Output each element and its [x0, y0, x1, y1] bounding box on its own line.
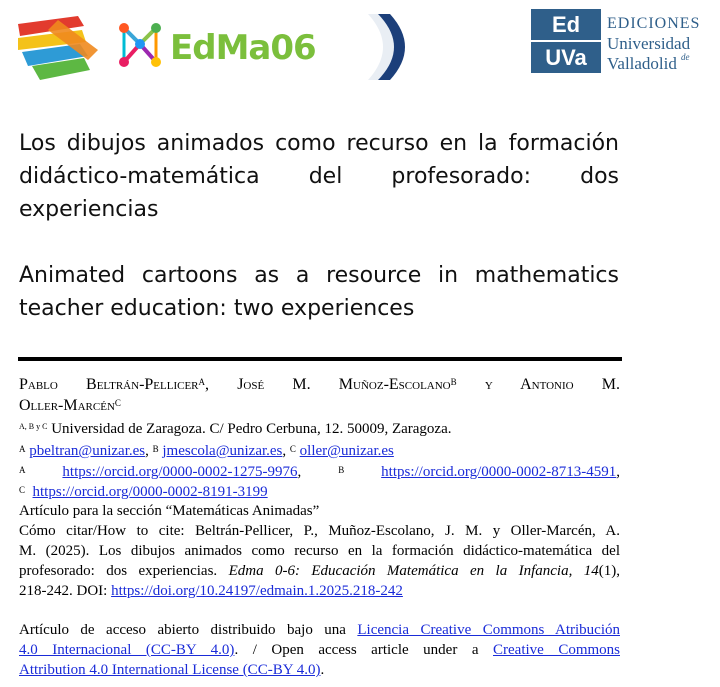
doi-link[interactable]: https://doi.org/10.24197/edmain.1.2025.218-242 — [111, 583, 403, 599]
author-name: José M. Muñoz-Escolano — [237, 376, 451, 393]
author-superscript: C — [114, 398, 121, 408]
citation-line: M. (2025). Los dibujos animados como recurso en la formación didáctico-matemática del — [19, 543, 620, 559]
title-spanish — [19, 127, 619, 226]
uva-logo-line1: EDICIONES — [607, 15, 701, 32]
orcid-link[interactable]: https://orcid.org/0000-0002-8713-4591 — [381, 464, 617, 480]
email-link[interactable]: pbeltran@unizar.es — [29, 443, 146, 459]
title-english-line: Animated cartoons as a resource in mathematics — [19, 263, 619, 288]
license-text: Artículo de acceso abierto distribuido bajo una — [19, 622, 358, 638]
license-link[interactable]: Licencia Creative Commons Atribución — [357, 622, 620, 638]
license-link[interactable]: 4.0 Internacional (CC-BY 4.0) — [19, 642, 235, 658]
license-text: . / Open access article under a — [234, 642, 493, 658]
email-superscript: C — [289, 444, 296, 454]
author-separator: y — [456, 376, 521, 393]
citation — [19, 521, 620, 601]
affiliation — [19, 419, 620, 439]
title-divider — [18, 357, 622, 361]
orcid-link[interactable]: https://orcid.org/0000-0002-1275-9976 — [62, 464, 298, 480]
license-link[interactable]: Creative Commons — [493, 642, 620, 658]
email-link[interactable]: jmescola@unizar.es — [162, 443, 283, 459]
license-link[interactable]: Attribution 4.0 International License (CC-BY 4.0) — [19, 662, 321, 678]
affiliation-text: Universidad de Zaragoza. C/ Pedro Cerbuna, 12. 50009, Zaragoza. — [47, 421, 452, 437]
orcid-superscript: B — [338, 465, 345, 475]
section-note: Artículo para la sección “Matemáticas Animadas” — [19, 503, 320, 519]
uva-logo-uva: UVa — [531, 42, 601, 73]
orcid-superscript: A — [19, 465, 26, 475]
license-text: . — [320, 662, 325, 678]
title-spanish-line: experiencias — [19, 197, 159, 222]
uva-logo — [531, 9, 709, 73]
citation-text: profesorado: dos experiencias. — [19, 563, 229, 579]
email-superscript: A — [19, 444, 26, 454]
title-english — [19, 259, 619, 325]
edma-logo — [18, 10, 420, 84]
uva-logo-de: de — [681, 52, 690, 62]
author-superscript: B — [450, 377, 457, 387]
affiliation-superscript: A, B y C — [19, 422, 48, 431]
citation-text: 218-242. DOI: — [19, 583, 112, 599]
citation-line: Cómo citar/How to cite: Beltrán-Pellicer, P., Muñoz-Escolano, J. M. y Oller-Marcén, A. — [19, 523, 620, 539]
author-name: Pablo Beltrán-Pellicer — [19, 376, 199, 393]
edma-logo-text: EdMa06 — [170, 28, 316, 68]
author-superscript: A — [198, 377, 206, 387]
title-spanish-line: Los dibujos animados como recurso en la formación — [19, 131, 619, 156]
orcid-link[interactable]: https://orcid.org/0000-0002-8191-3199 — [32, 484, 268, 500]
orcid-superscript: C — [19, 485, 26, 495]
email-link[interactable]: oller@unizar.es — [299, 443, 394, 459]
author-separator: , — [205, 376, 238, 393]
uva-logo-line3: Valladolid — [607, 54, 677, 73]
email-superscript: B — [152, 444, 159, 454]
license-note — [19, 620, 620, 680]
orcid-list: $^A$ https://orcid.org/0000-0002-1275-9976, $^B$ https://orcid.org/0000-0002-8713-4591, $^C$ https://orcid.org/0000-0002-8191-3199 — [19, 464, 621, 500]
title-english-line: teacher education: two experiences — [19, 296, 415, 321]
citation-text: (1), — [598, 563, 621, 579]
citation-journal: Edma 0-6: Educación Matemática en la Infancia, 14 — [228, 563, 599, 579]
title-spanish-line: didáctico-matemática del profesorado: dos — [19, 164, 619, 189]
uva-logo-line2: Universidad — [607, 34, 691, 53]
author-name: Antonio M. — [520, 376, 621, 393]
author-list — [19, 374, 620, 416]
author-name: Oller-Marcén — [19, 397, 115, 414]
uva-logo-ed: Ed — [531, 9, 601, 40]
email-list: $^A$ pbeltran@unizar.es, $^B$ jmescola@unizar.es, $^C$ oller@unizar.es — [19, 443, 394, 459]
